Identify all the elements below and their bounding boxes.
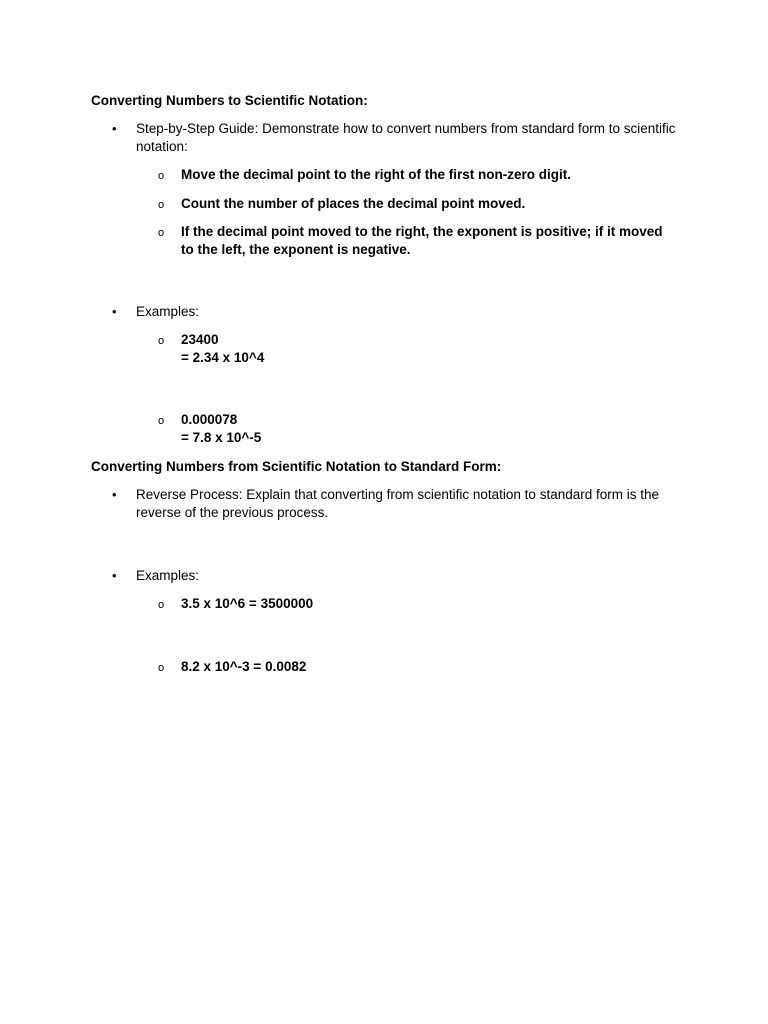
example-conversion: 3.5 x 10^6 = 3500000 [181, 596, 314, 611]
bullet-text: Examples: [136, 568, 200, 583]
example-conversion: 8.2 x 10^-3 = 0.0082 [181, 659, 307, 674]
bullet-icon: • [112, 568, 117, 583]
bullet-text: Step-by-Step Guide: Demonstrate how to convert numbers from standard form to scientific notation: [136, 121, 676, 154]
section-heading-to-scientific: Converting Numbers to Scientific Notation: [91, 93, 368, 108]
bullet-examples-2 [112, 567, 682, 585]
bullet-examples-1 [112, 303, 682, 321]
example-item-2 [158, 411, 678, 447]
example-item-3 [158, 595, 678, 613]
circle-bullet-icon: o [158, 415, 165, 427]
sub-item-step-1 [158, 166, 678, 184]
bullet-step-by-step-guide [112, 120, 682, 156]
sub-item-text: If the decimal point moved to the right, the exponent is positive; if it moved to the left, the exponent is negative. [181, 224, 663, 257]
sub-item-text: Move the decimal point to the right of the first non-zero digit. [181, 167, 571, 182]
bullet-icon: • [112, 304, 117, 319]
example-number: 23400 [181, 332, 219, 347]
circle-bullet-icon: o [158, 599, 165, 611]
bullet-text: Reverse Process: Explain that converting from scientific notation to standard form is the reverse of the previous process. [136, 487, 659, 520]
section-heading-to-standard: Converting Numbers from Scientific Notation to Standard Form: [91, 459, 502, 474]
bullet-icon: • [112, 121, 117, 136]
circle-bullet-icon: o [158, 199, 165, 211]
circle-bullet-icon: o [158, 170, 165, 182]
sub-item-step-3 [158, 223, 678, 259]
bullet-text: Examples: [136, 304, 200, 319]
bullet-icon: • [112, 487, 117, 502]
sub-item-step-2 [158, 195, 678, 213]
bullet-reverse-process [112, 486, 682, 522]
sub-item-text: Count the number of places the decimal point moved. [181, 196, 526, 211]
circle-bullet-icon: o [158, 227, 165, 239]
circle-bullet-icon: o [158, 335, 165, 347]
example-number: 0.000078 [181, 412, 238, 427]
example-result: = 2.34 x 10^4 [181, 350, 265, 365]
example-item-4 [158, 658, 678, 676]
example-item-1 [158, 331, 678, 367]
circle-bullet-icon: o [158, 662, 165, 674]
example-result: = 7.8 x 10^-5 [181, 430, 262, 445]
